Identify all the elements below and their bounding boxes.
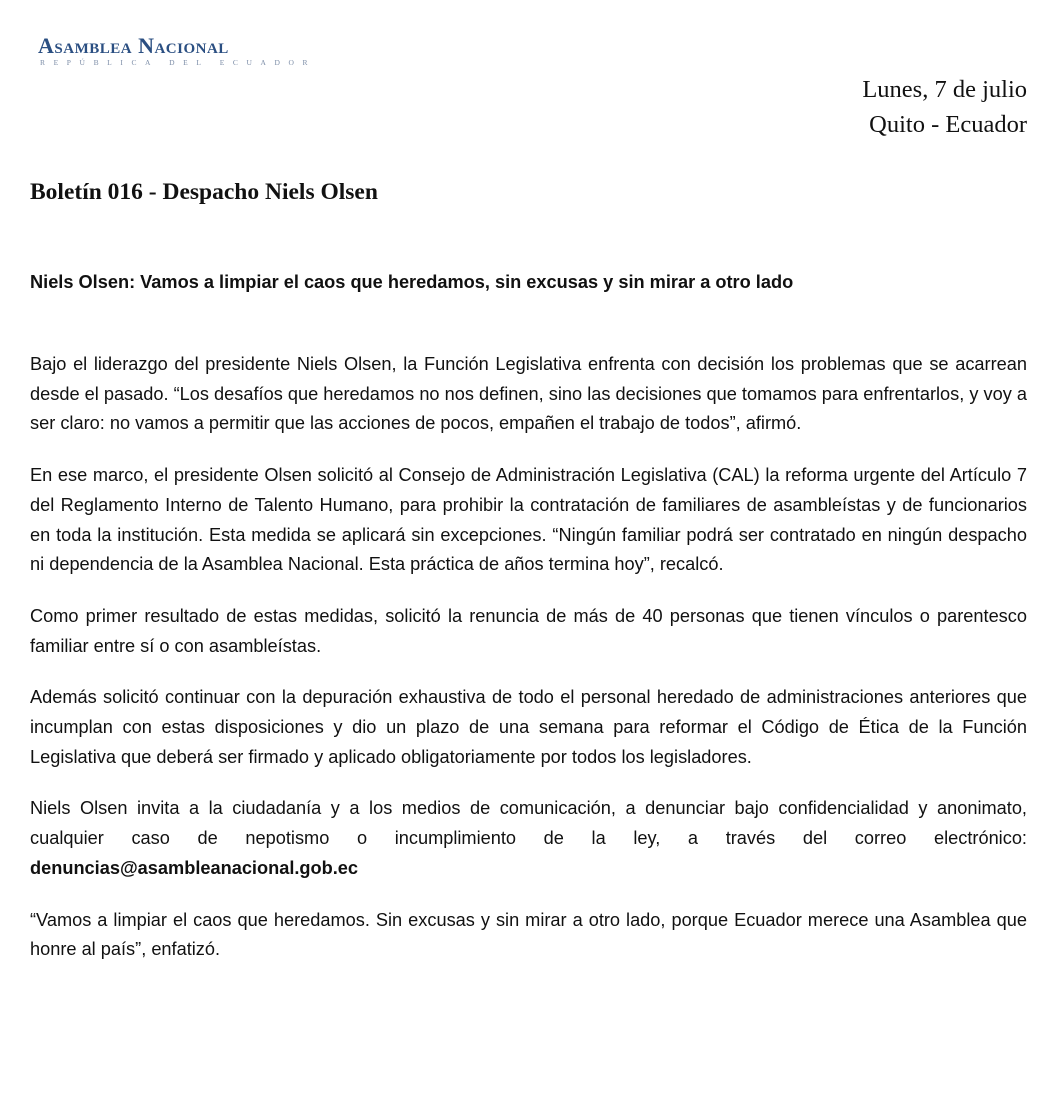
date-text: Lunes, 7 de julio — [862, 76, 1027, 103]
headline: Niels Olsen: Vamos a limpiar el caos que heredamos, sin excusas y sin mirar a otro lado — [30, 272, 794, 292]
paragraph-1: Bajo el liderazgo del presidente Niels Olsen, la Función Legislativa enfrenta con decisión los problemas que se acarrean desde el pasado. “Los desafíos que heredamos no nos definen, sino las decisiones que tomamos para enfrentarlos, y voy a ser claro: no vamos a permitir que las acciones de pocos, empañen el trabajo de todos”, afirmó. — [30, 354, 1027, 434]
contact-email-link[interactable]: denuncias@asambleanacional.gob.ec — [30, 857, 359, 878]
paragraph-2: En ese marco, el presidente Olsen solicitó al Consejo de Administración Legislativa (CAL) la reforma urgente del Artículo 7 del Reglamento Interno de Talento Humano, para prohibir la contratación de familiares de asambleístas y de funcionarios en toda la institución. Esta medida se aplicará sin excepciones. “Ningún familiar podrá ser contratado en ningún despacho ni dependencia de la Asamblea Nacional. Esta práctica de años termina hoy”, recalcó. — [30, 465, 1027, 575]
paragraph-5-text: Niels Olsen invita a la ciudadanía y a los medios de comunicación, a denunciar bajo confidencialidad y anonimato, cualquier caso de nepotismo o incumplimiento de la ley, a través del correo electrónico: — [30, 798, 1027, 849]
assembly-logo — [38, 33, 317, 68]
bulletin-title: Boletín 016 - Despacho Niels Olsen — [30, 179, 378, 205]
article-body — [30, 350, 1027, 987]
paragraph-4: Además solicitó continuar con la depuración exhaustiva de todo el personal heredado de administraciones anteriores que incumplan con estas disposiciones y dio un plazo de una semana para reformar el Código de Ética de la Función Legislativa que deberá ser firmado y aplicado obligatoriamente por todos los legisladores. — [30, 687, 1027, 767]
dateline — [862, 72, 1027, 142]
paragraph-6: “Vamos a limpiar el caos que heredamos. Sin excusas y sin mirar a otro lado, porque Ecuador merece una Asamblea que honre al país”, enfatizó. — [30, 909, 1027, 960]
location-text: Quito - Ecuador — [869, 111, 1027, 138]
logo-subtitle: REPÚBLICA DEL ECUADOR — [40, 58, 317, 67]
logo-title: Asamblea Nacional — [38, 33, 229, 58]
paragraph-5 — [30, 794, 1027, 883]
paragraph-3: Como primer resultado de estas medidas, solicitó la renuncia de más de 40 personas que tienen vínculos o parentesco familiar entre sí o con asambleístas. — [30, 605, 1027, 656]
